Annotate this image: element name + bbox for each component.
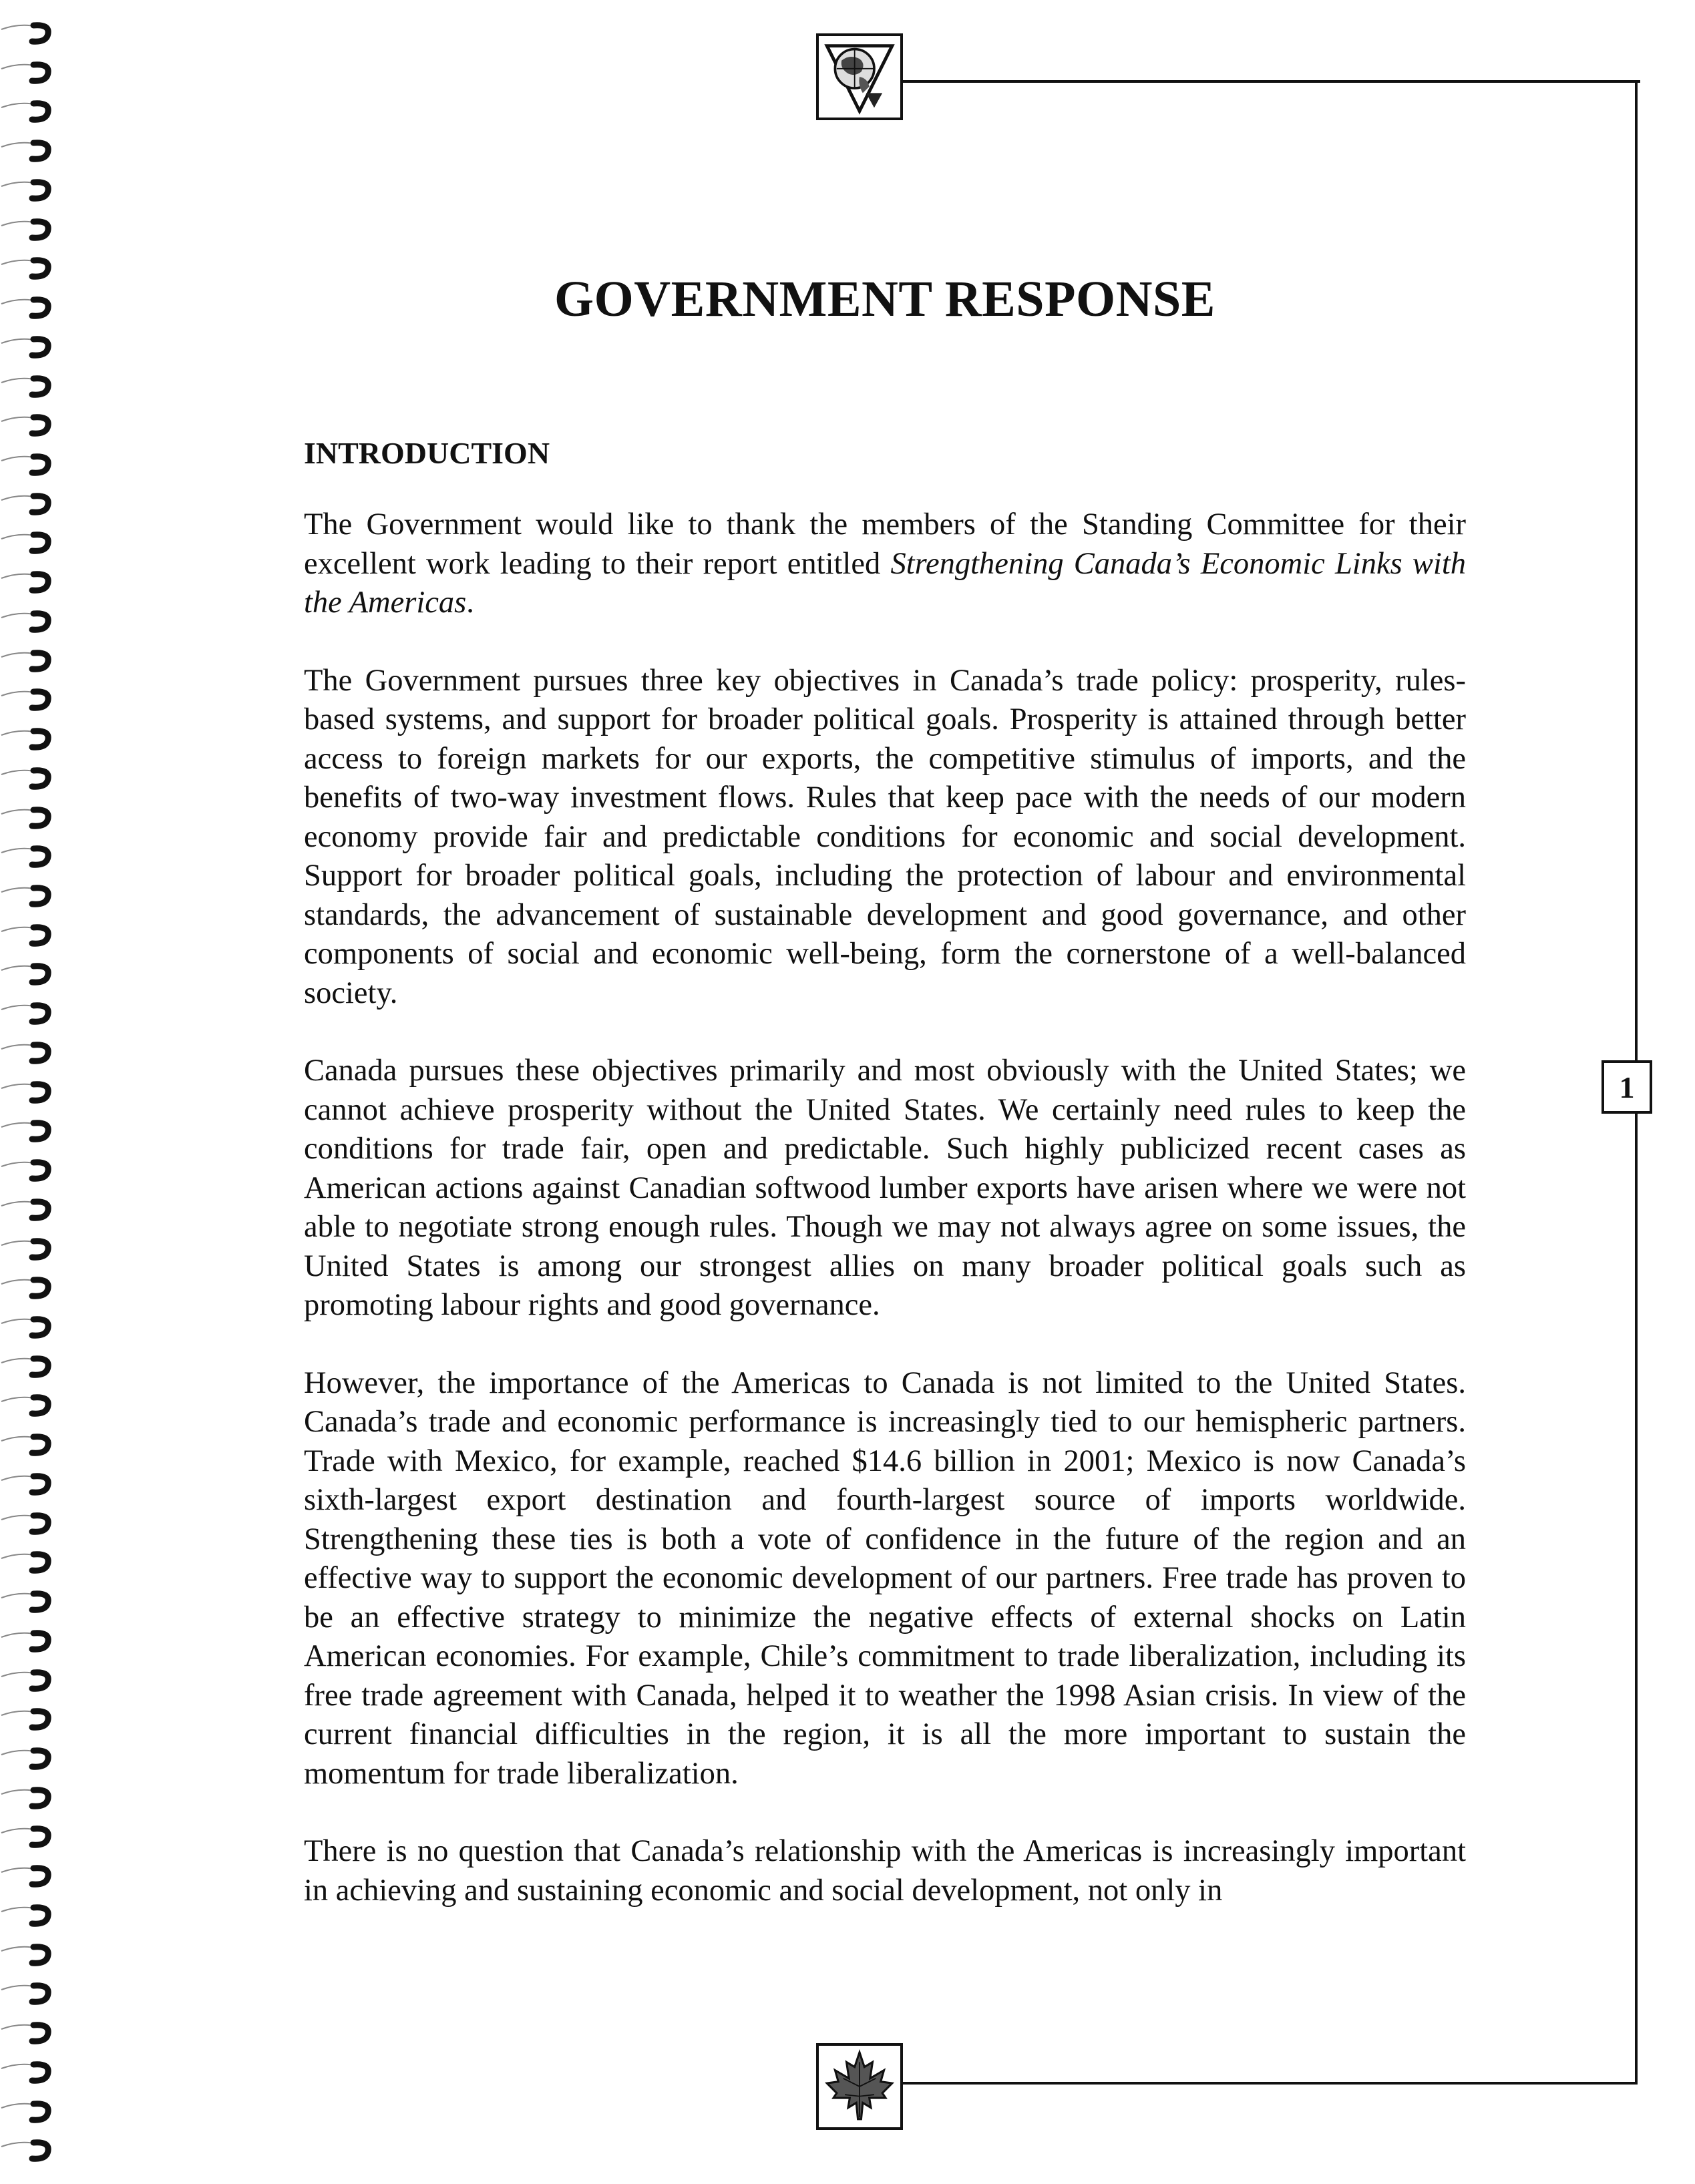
binding-coil bbox=[0, 20, 60, 47]
binding-coil bbox=[0, 1588, 60, 1615]
binding-coil bbox=[0, 961, 60, 988]
binding-coil bbox=[0, 569, 60, 596]
binding-coil bbox=[0, 1118, 60, 1144]
paragraph-1 bbox=[304, 505, 1466, 623]
page-number: 1 bbox=[1602, 1060, 1652, 1114]
binding-coil bbox=[0, 1745, 60, 1772]
binding-coil bbox=[0, 608, 60, 635]
binding-coil bbox=[0, 373, 60, 400]
binding-coil bbox=[0, 1353, 60, 1380]
binding-coil bbox=[0, 648, 60, 674]
paragraph-4: However, the importance of the Americas to Canada is not limited to the United States. Canada’s trade and economic performance is increasingly tied to our hemispheric partners. Trade with Mexico, for example, reached $14.6 billion in 2001; Mexico is now Canada’s sixth-largest export destination and fourth-largest source of imports worldwide. Strengthening these ties is both a vote of confidence in the future of the region and an effective way to support the economic development of our partners. Free trade has proven to be an effective strategy to minimize the negative effects of external shocks on Latin American economies. For example, Chile’s commitment to trade liberalization, including its free trade agreement with Canada, helped it to weather the 1998 Asian crisis. In view of the current financial difficulties in the region, it is all the more important to sustain the momentum for trade liberalization. bbox=[304, 1365, 1466, 1791]
binding-coil bbox=[0, 1785, 60, 1811]
section-heading: INTRODUCTION bbox=[304, 436, 550, 470]
binding-coil bbox=[0, 805, 60, 831]
binding-coil bbox=[0, 1040, 60, 1066]
binding-coil bbox=[0, 1314, 60, 1341]
paragraph-5: There is no question that Canada’s relationship with the Americas is increasingly important in achieving and sustaining economic and social development, not only in bbox=[304, 1834, 1466, 1908]
binding-coil bbox=[0, 451, 60, 478]
spiral-binding bbox=[0, 20, 60, 2183]
binding-coil bbox=[0, 1157, 60, 1184]
binding-coil bbox=[0, 1275, 60, 1301]
binding-coil bbox=[0, 765, 60, 792]
binding-coil bbox=[0, 1942, 60, 1968]
binding-coil bbox=[0, 1236, 60, 1263]
binding-coil bbox=[0, 255, 60, 282]
binding-coil bbox=[0, 294, 60, 321]
paragraph-2: The Government pursues three key objectives in Canada’s trade policy: prosperity, rules-based systems, and support for broader political goals. Prosperity is attained through better access to foreign markets for our exports, the competitive stimulus of imports, and the benefits of two-way investment flows. Rules that keep pace with the needs of our modern economy provide fair and predictable conditions for economic and social development. Support for broader political goals, including the protection of labour and environmental standards, the advancement of sustainable development and good governance, and other components of social and economic well-being, form the cornerstone of a well-balanced society. bbox=[304, 663, 1466, 1010]
maple-leaf-icon bbox=[816, 2043, 903, 2130]
binding-coil bbox=[0, 1392, 60, 1419]
page-title: GOVERNMENT RESPONSE bbox=[554, 271, 1215, 327]
globe-triangle-emblem-icon bbox=[816, 33, 903, 120]
binding-coil bbox=[0, 1863, 60, 1890]
binding-coil bbox=[0, 138, 60, 164]
report-title-italic: Strengthening Canada’s Economic Links with the Americas bbox=[304, 546, 1467, 620]
binding-coil bbox=[0, 1902, 60, 1929]
binding-coil bbox=[0, 412, 60, 439]
binding-coil bbox=[0, 177, 60, 204]
binding-coil bbox=[0, 2099, 60, 2125]
binding-coil bbox=[0, 98, 60, 125]
binding-coil bbox=[0, 1706, 60, 1733]
binding-coil bbox=[0, 726, 60, 752]
binding-coil bbox=[0, 1667, 60, 1694]
binding-coil bbox=[0, 1196, 60, 1223]
binding-coil bbox=[0, 2059, 60, 2086]
frame-line-top bbox=[903, 80, 1640, 83]
binding-coil bbox=[0, 1628, 60, 1655]
binding-coil bbox=[0, 1079, 60, 1106]
binding-coil bbox=[0, 2020, 60, 2046]
binding-coil bbox=[0, 1432, 60, 1458]
binding-coil bbox=[0, 1510, 60, 1537]
binding-coil bbox=[0, 1823, 60, 1850]
binding-coil bbox=[0, 1980, 60, 2007]
binding-coil bbox=[0, 334, 60, 361]
paragraph-1-end: . bbox=[466, 586, 474, 620]
binding-coil bbox=[0, 922, 60, 949]
frame-line-bottom bbox=[903, 2082, 1638, 2085]
binding-coil bbox=[0, 1471, 60, 1498]
binding-coil bbox=[0, 59, 60, 86]
binding-coil bbox=[0, 1000, 60, 1027]
binding-coil bbox=[0, 1549, 60, 1576]
paragraph-3: Canada pursues these objectives primarily and most obviously with the United States; we cannot achieve prosperity without the United States. We certainly need rules to keep the conditions for trade fair, open and predictable. Such highly publicized recent cases as American actions against Canadian softwood lumber exports have arisen where we were not able to negotiate strong enough rules. Though we may not always agree on some issues, the United States is among our strongest allies on many broader political goals such as promoting labour rights and good governance. bbox=[304, 1054, 1466, 1322]
paragraph-1-text: The Government would like to thank the members of the Standing Committee for their excellent work leading to their report entitled bbox=[304, 507, 1466, 581]
binding-coil bbox=[0, 686, 60, 713]
binding-coil bbox=[0, 883, 60, 909]
binding-coil bbox=[0, 529, 60, 556]
binding-coil bbox=[0, 216, 60, 243]
binding-coil bbox=[0, 491, 60, 517]
binding-coil bbox=[0, 843, 60, 870]
document-body bbox=[304, 435, 1466, 1949]
binding-coil bbox=[0, 2137, 60, 2164]
